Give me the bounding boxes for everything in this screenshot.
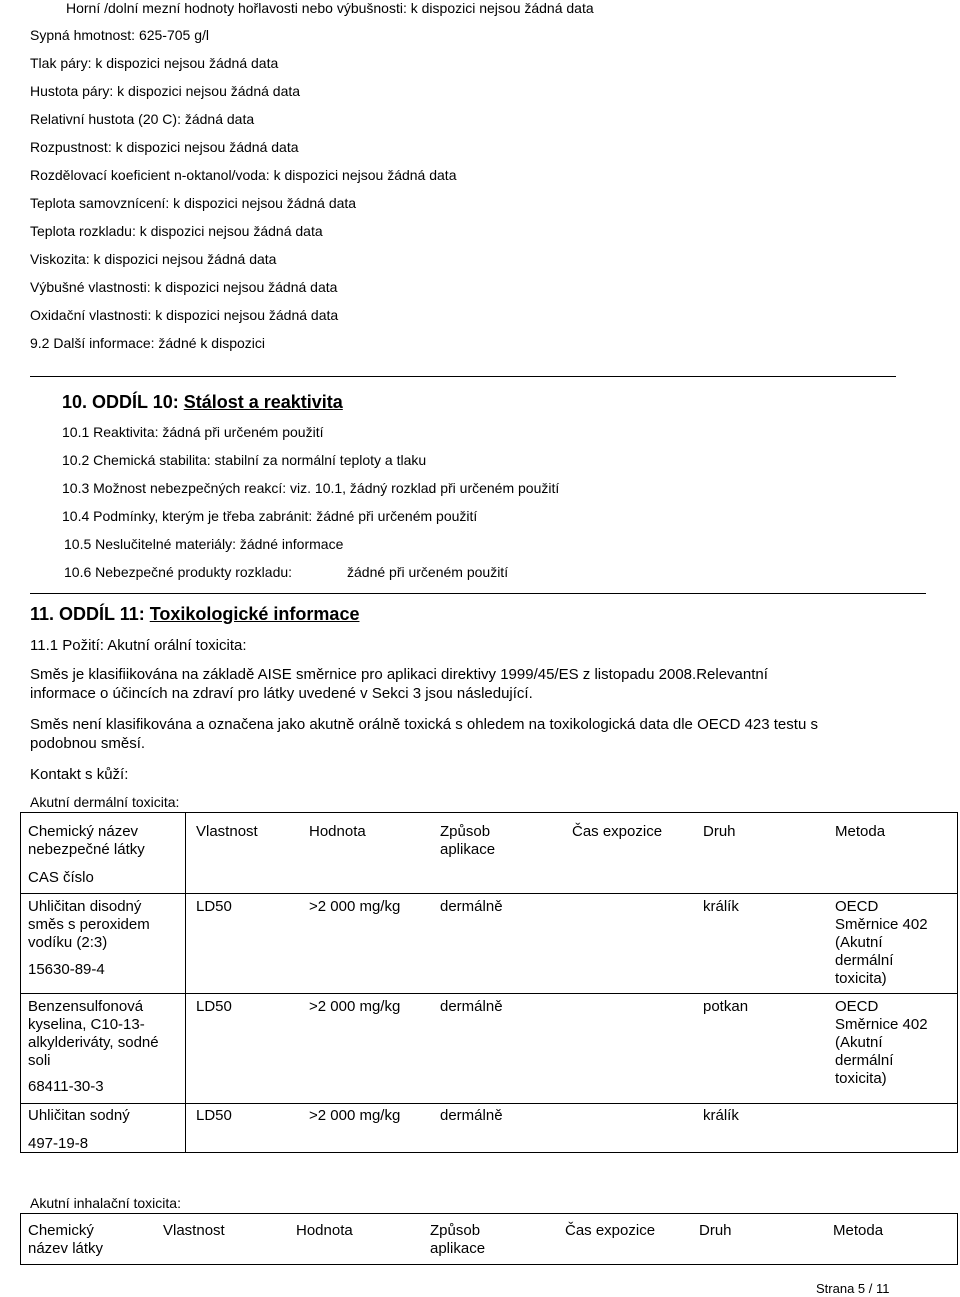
row3-zpusob: dermálně [440,1107,503,1124]
row2-druh: potkan [703,998,749,1015]
header-chem-name-1: Chemický název [28,823,139,840]
row1-zpusob: dermálně [440,898,503,915]
header-zpusob-1: Způsob [440,823,491,840]
row1-name-2: směs s peroxidem [28,916,150,933]
row3-vlastnost: LD50 [196,1107,232,1124]
section-divider [30,376,896,377]
table-row-divider [20,1103,958,1104]
table-col-divider [185,812,186,1153]
line-solubility: Rozpustnost: k dispozici nejsou žádná data [30,139,299,155]
row2-name-2: kyselina, C10-13- [28,1016,145,1033]
row3-name-1: Uhličitan sodný [28,1107,130,1124]
row2-name-3: alkylderiváty, sodné [28,1034,159,1051]
row1-name-1: Uhličitan disodný [28,898,142,915]
dermal-toxicity-table [20,812,958,1153]
row2-metoda-2: Směrnice 402 [835,1016,928,1033]
line-relative-density: Relativní hustota (20 C): žádná data [30,111,255,127]
line-10-1: 10.1 Reaktivita: žádná při určeném použití [62,424,324,440]
row1-name-3: vodíku (2:3) [28,934,108,951]
row1-druh: králík [703,898,739,915]
line-9-2-other-info: 9.2 Další informace: žádné k dispozici [30,335,265,351]
header-zpusob-2: aplikace [440,841,496,858]
line-10-4: 10.4 Podmínky, kterým je třeba zabránit: žádné při určeném použití [62,508,478,524]
inhal-header-zpusob-1: Způsob [430,1222,481,1239]
section11-heading [30,604,359,625]
row2-vlastnost: LD50 [196,998,232,1015]
line-partition-coef: Rozdělovací koeficient n-oktanol/voda: k dispozici nejsou žádná data [30,167,457,183]
row1-metoda-1: OECD [835,898,879,915]
row1-metoda-5: toxicita) [835,970,887,987]
row2-cas: 68411-30-3 [28,1078,104,1095]
section10-heading-prefix: 10. ODDÍL 10: [62,392,184,412]
inhal-header-zpusob-2: aplikace [430,1240,486,1257]
line-10-5: 10.5 Neslučitelné materiály: žádné informace [64,536,344,552]
line-explosion-limits: Horní /dolní mezní hodnoty hořlavosti nebo výbušnosti: k dispozici nejsou žádná data [66,0,594,16]
inhalation-toxicity-label: Akutní inhalační toxicita: [30,1195,181,1211]
para1-line2: informace o účincích na zdraví pro látky uvedené v Sekci 3 jsou následující. [30,685,533,702]
header-cas-expozice: Čas expozice [572,823,663,840]
row1-hodnota: >2 000 mg/kg [309,898,401,915]
skin-contact-label: Kontakt s kůží: [30,766,129,783]
header-hodnota: Hodnota [309,823,366,840]
line-vapour-pressure: Tlak páry: k dispozici nejsou žádná data [30,55,279,71]
table-row-divider [20,993,958,994]
sub-11-1: 11.1 Požití: Akutní orální toxicita: [30,637,247,654]
page-number: Strana 5 / 11 [816,1281,890,1296]
row1-metoda-4: dermální [835,952,894,969]
line-bulk-density: Sypná hmotnost: 625-705 g/l [30,27,210,43]
line-10-2: 10.2 Chemická stabilita: stabilní za normální teploty a tlaku [62,452,427,468]
line-10-6-value: žádné při určeném použití [347,564,509,580]
row1-vlastnost: LD50 [196,898,232,915]
row2-zpusob: dermálně [440,998,503,1015]
line-oxidising-props: Oxidační vlastnosti: k dispozici nejsou žádná data [30,307,339,323]
row3-hodnota: >2 000 mg/kg [309,1107,401,1124]
row1-metoda-3: (Akutní [835,934,883,951]
para2-line2: podobnou směsí. [30,735,146,752]
line-vapour-density: Hustota páry: k dispozici nejsou žádná data [30,83,301,99]
row1-metoda-2: Směrnice 402 [835,916,928,933]
dermal-toxicity-label: Akutní dermální toxicita: [30,794,180,810]
section11-heading-prefix: 11. ODDÍL 11: [30,604,150,624]
header-cas: CAS číslo [28,869,94,886]
line-decomposition: Teplota rozkladu: k dispozici nejsou žádná data [30,223,323,239]
header-druh: Druh [703,823,736,840]
inhal-header-hodnota: Hodnota [296,1222,353,1239]
row2-name-4: soli [28,1052,51,1069]
line-viscosity: Viskozita: k dispozici nejsou žádná data [30,251,277,267]
header-metoda: Metoda [835,823,886,840]
row2-metoda-5: toxicita) [835,1070,887,1087]
table-row-divider [20,893,958,894]
inhal-header-chem-1: Chemický [28,1222,94,1239]
header-vlastnost: Vlastnost [196,823,258,840]
inhal-header-vlastnost: Vlastnost [163,1222,225,1239]
inhal-header-druh: Druh [699,1222,732,1239]
line-explosive-props: Výbušné vlastnosti: k dispozici nejsou žádná data [30,279,338,295]
row2-hodnota: >2 000 mg/kg [309,998,401,1015]
section10-heading-title: Stálost a reaktivita [183,392,343,412]
inhal-header-chem-2: název látky [28,1240,104,1257]
header-chem-name-2: nebezpečné látky [28,841,145,858]
section11-heading-title: Toxikologické informace [149,604,360,624]
line-10-6-label: 10.6 Nebezpečné produkty rozkladu: [64,564,293,580]
para2-line1: Směs není klasifikována a označena jako akutně orálně toxická s ohledem na toxikologická data dle OECD 423 testu s [30,716,818,733]
row2-metoda-1: OECD [835,998,879,1015]
inhal-header-metoda: Metoda [833,1222,884,1239]
inhalation-toxicity-table [20,1213,958,1265]
row3-cas: 497-19-8 [28,1135,89,1152]
line-autoignition: Teplota samovznícení: k dispozici nejsou žádná data [30,195,357,211]
inhal-header-cas-expozice: Čas expozice [565,1222,656,1239]
section10-heading [62,392,343,413]
line-10-3: 10.3 Možnost nebezpečných reakcí: viz. 10.1, žádný rozklad při určeném použití [62,480,560,496]
row2-name-1: Benzensulfonová [28,998,144,1015]
row2-metoda-3: (Akutní [835,1034,883,1051]
para1-line1: Směs je klasifiikována na základě AISE směrnice pro aplikaci direktivy 1999/45/ES z listopadu 2008.Relevantní [30,666,768,683]
row2-metoda-4: dermální [835,1052,894,1069]
row1-cas: 15630-89-4 [28,961,105,978]
row3-druh: králík [703,1107,739,1124]
section-divider [30,593,926,594]
